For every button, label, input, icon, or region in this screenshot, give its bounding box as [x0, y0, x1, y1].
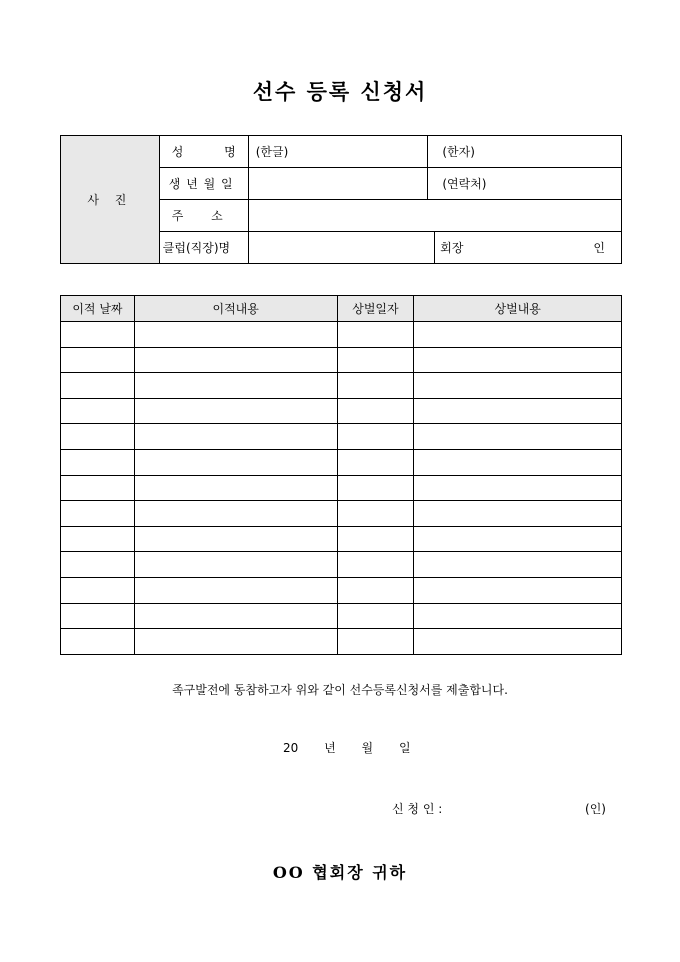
cell-transfer-date[interactable]	[61, 629, 135, 655]
cell-transfer-details[interactable]	[134, 603, 337, 629]
cell-award-date[interactable]	[337, 373, 414, 399]
table-row	[61, 526, 622, 552]
cell-transfer-details[interactable]	[134, 398, 337, 424]
cell-transfer-date[interactable]	[61, 449, 135, 475]
table-row	[61, 373, 622, 399]
cell-transfer-date[interactable]	[61, 398, 135, 424]
contact-field[interactable]: (연락처)	[428, 168, 622, 200]
cell-award-date[interactable]	[337, 603, 414, 629]
cell-transfer-date[interactable]	[61, 577, 135, 603]
cell-award-date[interactable]	[337, 347, 414, 373]
cell-award-details[interactable]	[414, 347, 622, 373]
birth-field[interactable]	[248, 168, 428, 200]
cell-award-date[interactable]	[337, 501, 414, 527]
cell-transfer-details[interactable]	[134, 501, 337, 527]
cell-award-details[interactable]	[414, 526, 622, 552]
club-label: 클럽(직장)명	[159, 232, 248, 264]
cell-award-date[interactable]	[337, 552, 414, 578]
cell-transfer-details[interactable]	[134, 373, 337, 399]
cell-award-details[interactable]	[414, 398, 622, 424]
header-award-date: 상벌일자	[337, 296, 414, 322]
date-month: 월	[361, 741, 374, 755]
cell-transfer-details[interactable]	[134, 577, 337, 603]
declaration-text: 족구발전에 동참하고자 위와 같이 선수등록신청서를 제출합니다.	[172, 683, 508, 697]
cell-award-date[interactable]	[337, 449, 414, 475]
cell-award-details[interactable]	[414, 629, 622, 655]
applicant-label: 신 청 인 :	[392, 802, 443, 816]
cell-transfer-date[interactable]	[61, 347, 135, 373]
cell-award-details[interactable]	[414, 475, 622, 501]
cell-transfer-date[interactable]	[61, 475, 135, 501]
cell-transfer-date[interactable]	[61, 424, 135, 450]
cell-award-date[interactable]	[337, 475, 414, 501]
date-day: 일	[398, 741, 411, 755]
table-row	[61, 603, 622, 629]
cell-transfer-details[interactable]	[134, 552, 337, 578]
cell-transfer-details[interactable]	[134, 526, 337, 552]
cell-transfer-details[interactable]	[134, 629, 337, 655]
table-row	[61, 552, 622, 578]
name-label: 성 명	[159, 136, 248, 168]
club-field[interactable]	[248, 232, 435, 264]
name-korean-field[interactable]: (한글)	[248, 136, 428, 168]
chair-label: 회장	[440, 241, 464, 255]
cell-transfer-date[interactable]	[61, 373, 135, 399]
photo-area[interactable]	[61, 136, 160, 264]
date-year-prefix: 20	[283, 741, 299, 755]
cell-transfer-details[interactable]	[134, 347, 337, 373]
address-field[interactable]	[248, 200, 621, 232]
cell-award-details[interactable]	[414, 603, 622, 629]
cell-award-details[interactable]	[414, 322, 622, 348]
cell-award-date[interactable]	[337, 629, 414, 655]
cell-award-details[interactable]	[414, 577, 622, 603]
table-row	[61, 322, 622, 348]
recipient: OO 협회장 귀하	[272, 863, 408, 882]
table-row	[61, 475, 622, 501]
table-row	[61, 398, 622, 424]
applicant-signature[interactable]	[392, 800, 606, 817]
cell-transfer-details[interactable]	[134, 322, 337, 348]
cell-transfer-date[interactable]	[61, 603, 135, 629]
cell-award-date[interactable]	[337, 526, 414, 552]
table-row	[61, 424, 622, 450]
header-transfer-date: 이적 날짜	[61, 296, 135, 322]
photo-label: 사 진	[87, 193, 133, 207]
birth-label: 생 년 월 일	[159, 168, 248, 200]
cell-award-details[interactable]	[414, 552, 622, 578]
chair-seal: 인	[593, 241, 605, 255]
header-award-details: 상벌내용	[414, 296, 622, 322]
table-row	[61, 501, 622, 527]
cell-award-date[interactable]	[337, 424, 414, 450]
table-row	[61, 577, 622, 603]
header-transfer-details: 이적내용	[134, 296, 337, 322]
date-line	[283, 739, 433, 756]
cell-award-date[interactable]	[337, 322, 414, 348]
cell-transfer-details[interactable]	[134, 449, 337, 475]
cell-transfer-date[interactable]	[61, 552, 135, 578]
history-table	[60, 295, 622, 655]
cell-award-details[interactable]	[414, 501, 622, 527]
form-title: 선수 등록 신청서	[252, 79, 428, 104]
cell-award-details[interactable]	[414, 373, 622, 399]
cell-award-date[interactable]	[337, 398, 414, 424]
cell-award-date[interactable]	[337, 577, 414, 603]
cell-award-details[interactable]	[414, 449, 622, 475]
address-label: 주 소	[159, 200, 248, 232]
applicant-seal: (인)	[585, 802, 606, 816]
cell-award-details[interactable]	[414, 424, 622, 450]
name-hanja-field[interactable]: (한자)	[428, 136, 622, 168]
cell-transfer-date[interactable]	[61, 322, 135, 348]
applicant-info-table	[60, 135, 622, 264]
date-year: 년	[324, 741, 336, 755]
cell-transfer-details[interactable]	[134, 424, 337, 450]
cell-transfer-date[interactable]	[61, 501, 135, 527]
cell-transfer-details[interactable]	[134, 475, 337, 501]
table-row	[61, 629, 622, 655]
table-row	[61, 449, 622, 475]
table-row	[61, 347, 622, 373]
cell-transfer-date[interactable]	[61, 526, 135, 552]
chair-signature-field[interactable]	[435, 232, 622, 264]
